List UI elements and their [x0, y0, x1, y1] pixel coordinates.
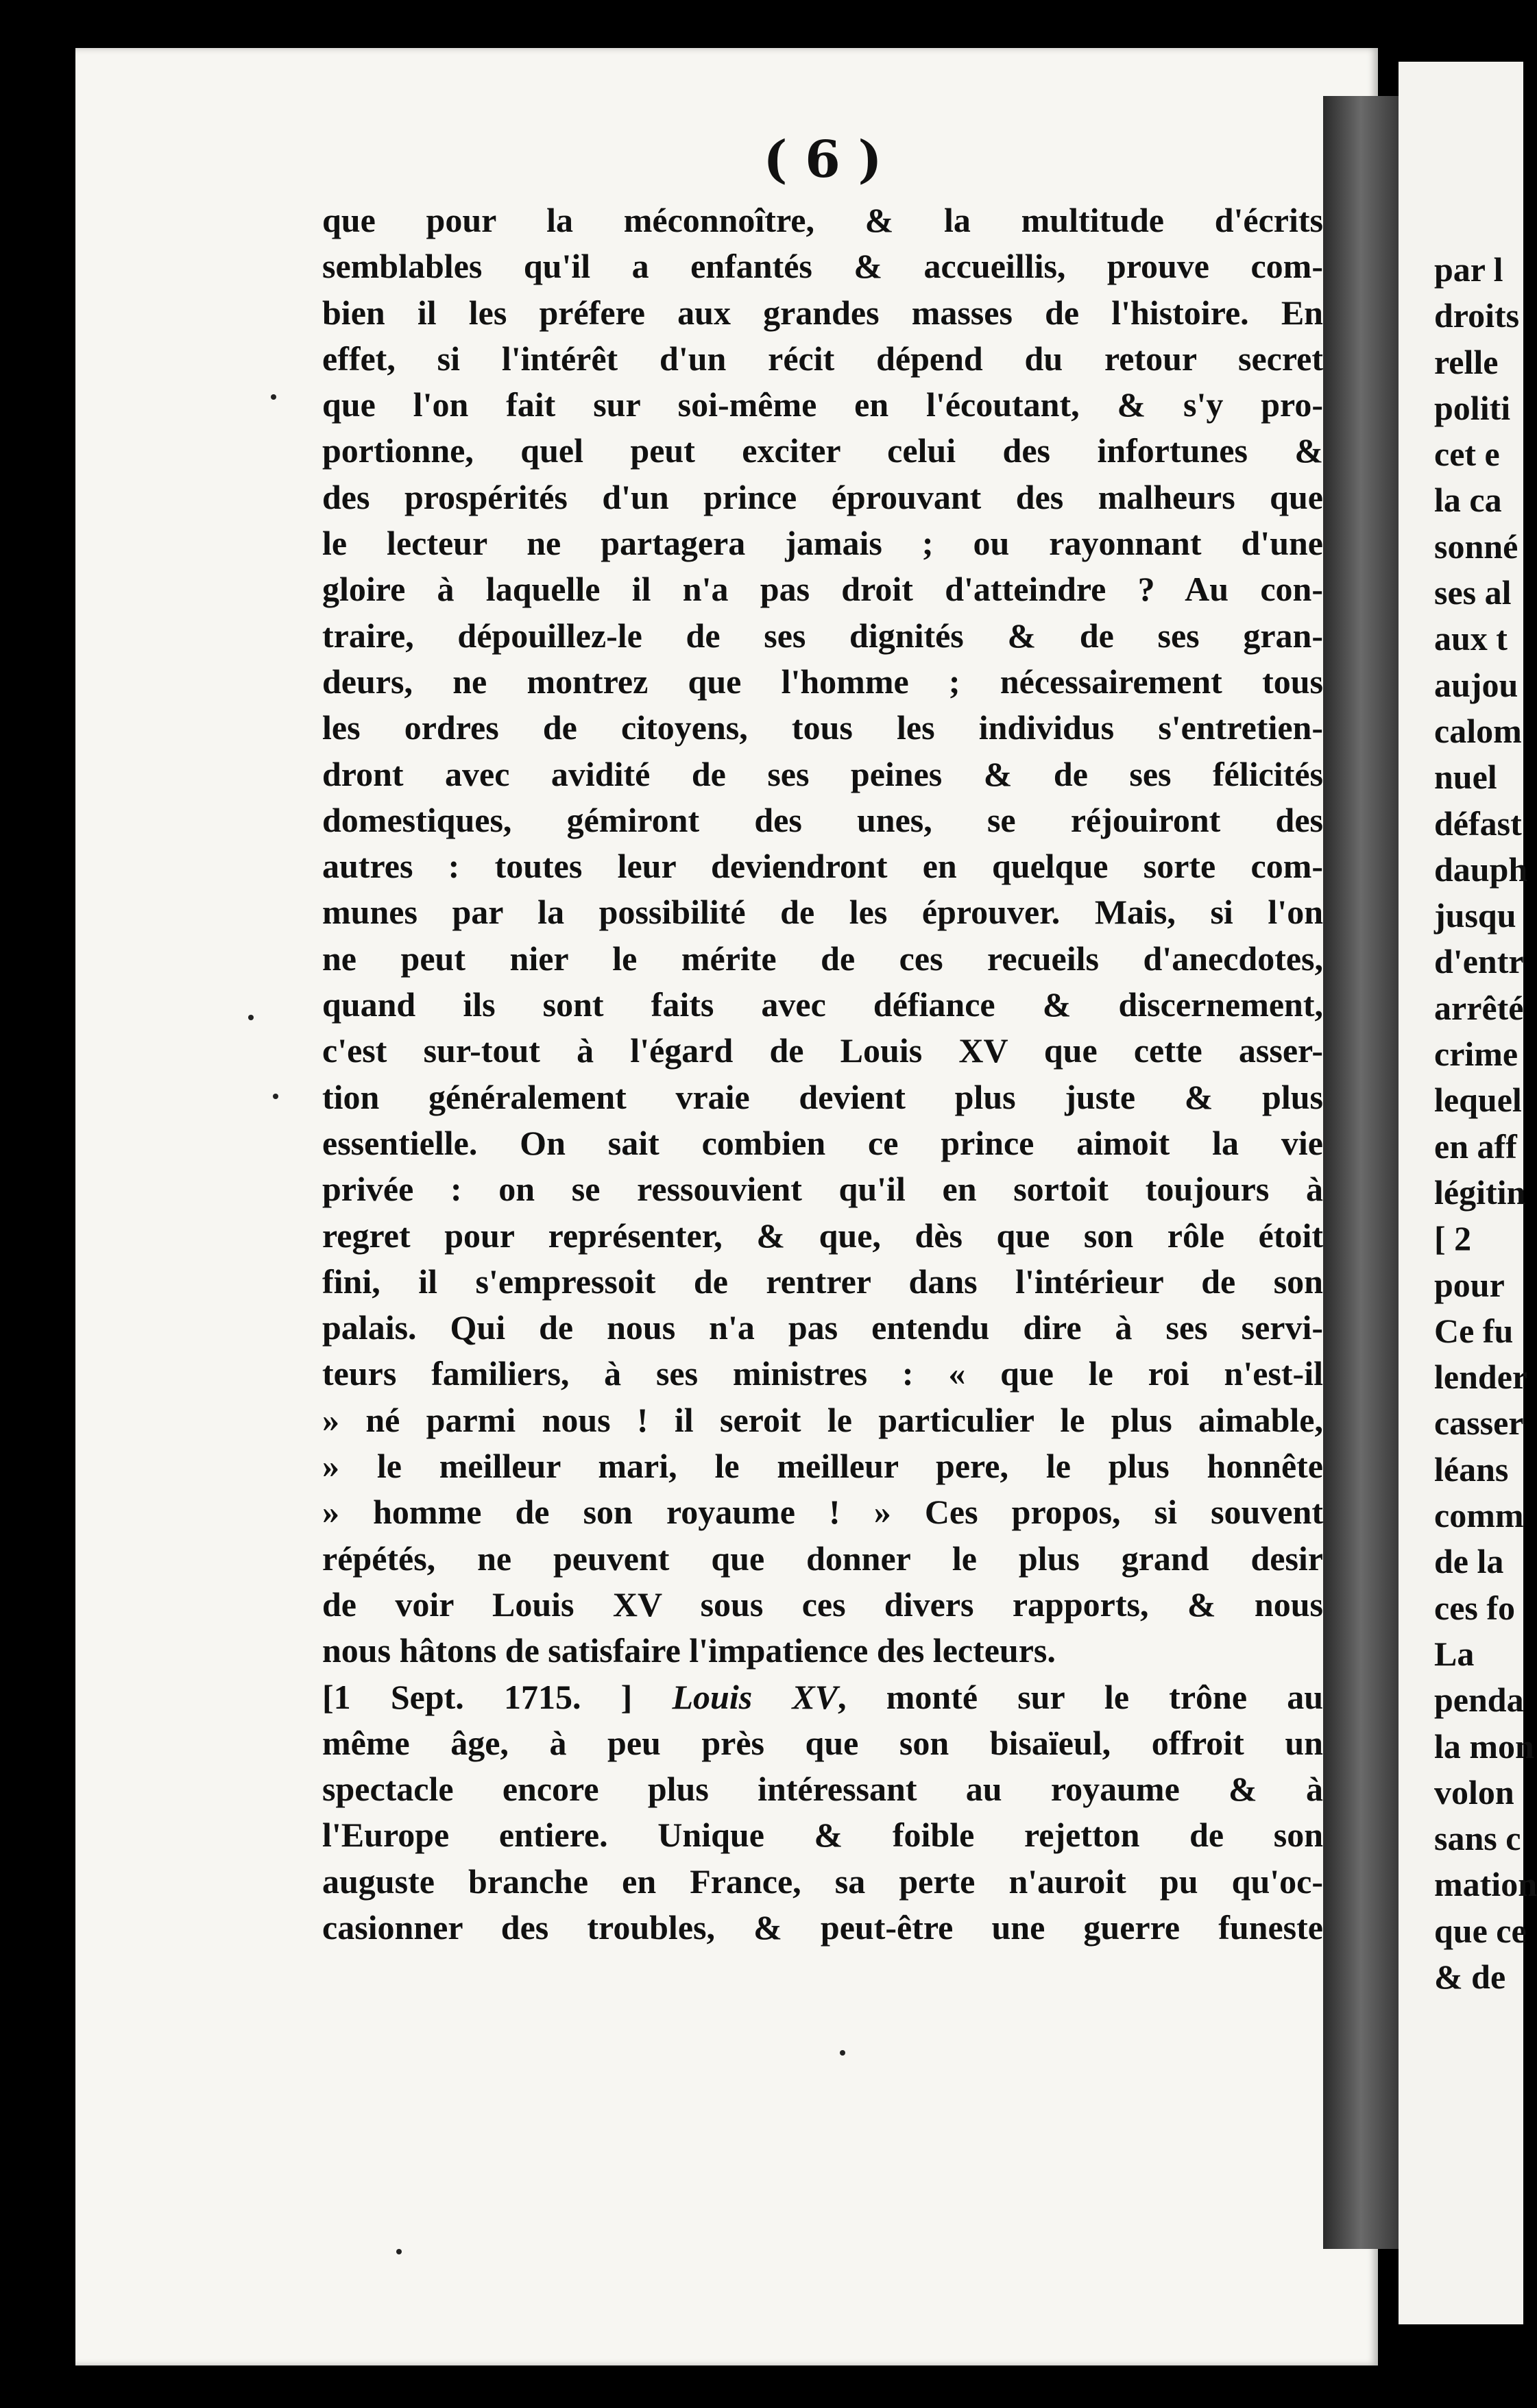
text-line: nous hâtons de satisfaire l'impatience des lecteurs.: [322, 1631, 1056, 1670]
text-line: teurs familiers, à ses ministres : « que le roi n'est-il: [322, 1354, 1323, 1393]
facing-line: sonné: [1434, 527, 1518, 566]
book-gutter: [1323, 96, 1399, 2249]
facing-line: arrêté: [1434, 988, 1524, 1027]
facing-line: mation: [1434, 1865, 1537, 1904]
text-line: des prospérités d'un prince éprouvant des malheurs que: [322, 477, 1323, 516]
text-line: que l'on fait sur soi-même en l'écoutant, & s'y pro-: [322, 385, 1323, 424]
facing-line: nuel: [1434, 758, 1497, 797]
text-line: dront avec avidité de ses peines & de ses félicités: [322, 754, 1323, 793]
facing-line: penda: [1434, 1681, 1524, 1720]
text-line: regret pour représenter, & que, dès que son rôle étoit: [322, 1216, 1323, 1255]
ink-speck: [840, 2050, 845, 2056]
text-line: portionne, quel peut exciter celui des infortunes &: [322, 431, 1323, 470]
page-number: ( 6 ): [763, 130, 882, 189]
facing-line: que ce: [1434, 1911, 1527, 1950]
text-line: domestiques, gémiront des unes, se réjouiront des: [322, 800, 1323, 839]
text-line: de voir Louis XV sous ces divers rapports, & nous: [322, 1585, 1323, 1624]
facing-line: La: [1434, 1634, 1475, 1673]
text-line: même âge, à peu près que son bisaïeul, offroit un: [322, 1723, 1323, 1762]
facing-line: pour: [1434, 1265, 1505, 1304]
facing-line: [ 2: [1434, 1219, 1472, 1258]
facing-page-text: [1434, 247, 1537, 2000]
text-line: essentielle. On sait combien ce prince aimoit la vie: [322, 1123, 1323, 1162]
entry-first-line: , monté sur le trône au: [838, 1677, 1324, 1716]
text-line: autres : toutes leur deviendront en quelque sorte com-: [322, 847, 1323, 886]
facing-line: défast: [1434, 804, 1522, 843]
facing-line: sans c: [1434, 1819, 1521, 1858]
facing-line: cet e: [1434, 435, 1500, 474]
facing-line: dauph: [1434, 850, 1528, 889]
facing-line: d'entr: [1434, 942, 1524, 981]
text-line: » homme de son royaume ! » Ces propos, si souvent: [322, 1493, 1323, 1532]
facing-line: droits: [1434, 296, 1520, 335]
facing-line: relle: [1434, 342, 1499, 381]
facing-line: & de: [1434, 1957, 1506, 1996]
facing-line: politi: [1434, 388, 1511, 427]
text-line: quand ils sont faits avec défiance & discernement,: [322, 985, 1323, 1024]
facing-line: la ca: [1434, 481, 1502, 520]
facing-line: légitin: [1434, 1172, 1526, 1212]
facing-line: ses al: [1434, 573, 1512, 612]
facing-line: la mon: [1434, 1726, 1534, 1766]
text-line: traire, dépouillez-le de ses dignités & de ses gran-: [322, 616, 1323, 655]
facing-line: comm: [1434, 1496, 1524, 1535]
ink-speck: [248, 1015, 254, 1020]
facing-line: par l: [1434, 250, 1503, 289]
text-line: gloire à laquelle il n'a pas droit d'atteindre ? Au con-: [322, 570, 1323, 609]
text-line: fini, il s'empressoit de rentrer dans l'intérieur de son: [322, 1262, 1323, 1301]
ink-speck: [271, 394, 276, 400]
facing-line: volon: [1434, 1772, 1514, 1811]
text-line: » né parmi nous ! il seroit le particulier le plus aimable,: [322, 1400, 1323, 1439]
facing-line: Ce fu: [1434, 1311, 1514, 1350]
facing-line: en aff: [1434, 1127, 1517, 1166]
text-line: c'est sur-tout à l'égard de Louis XV que cette asser-: [322, 1031, 1323, 1070]
entry-date: [1 Sept. 1715. ]: [322, 1677, 633, 1716]
text-line: ne peut nier le mérite de ces recueils d'anecdotes,: [322, 939, 1323, 978]
facing-line: crime: [1434, 1035, 1518, 1074]
text-line: le lecteur ne partagera jamais ; ou rayonnant d'une: [322, 524, 1323, 563]
entry-name: Louis XV: [672, 1677, 838, 1716]
text-line: spectacle encore plus intéressant au royaume & à: [322, 1770, 1323, 1809]
text-line: tion généralement vraie devient plus juste & plus: [322, 1077, 1323, 1116]
body-text: [322, 197, 1323, 1951]
text-line: » le meilleur mari, le meilleur pere, le plus honnête: [322, 1447, 1323, 1486]
text-line: l'Europe entiere. Unique & foible rejetton de son: [322, 1816, 1323, 1855]
facing-line: léans: [1434, 1449, 1509, 1489]
facing-line: ces fo: [1434, 1588, 1515, 1627]
facing-line: aux t: [1434, 619, 1508, 658]
facing-line: jusqu: [1434, 896, 1516, 935]
text-line: bien il les préfere aux grandes masses de l'histoire. En: [322, 293, 1323, 332]
facing-line: casser: [1434, 1404, 1524, 1443]
facing-line: aujou: [1434, 665, 1518, 704]
text-line: les ordres de citoyens, tous les individus s'entretien-: [322, 708, 1323, 747]
text-line: que pour la méconnoître, & la multitude d'écrits: [322, 201, 1323, 239]
facing-line: lequel: [1434, 1081, 1522, 1120]
text-line: répétés, ne peuvent que donner le plus grand desir: [322, 1539, 1323, 1578]
text-line: privée : on se ressouvient qu'il en sortoit toujours à: [322, 1170, 1323, 1209]
text-line: munes par la possibilité de les éprouver. Mais, si l'on: [322, 893, 1323, 932]
text-line: semblables qu'il a enfantés & accueillis, prouve com-: [322, 247, 1323, 286]
text-line: effet, si l'intérêt d'un récit dépend du retour secret: [322, 339, 1323, 378]
facing-line: de la: [1434, 1542, 1504, 1581]
text-line: deurs, ne montrez que l'homme ; nécessairement tous: [322, 662, 1323, 701]
facing-line: calom: [1434, 711, 1522, 750]
text-line: casionner des troubles, & peut-être une guerre funeste: [322, 1907, 1323, 1947]
facing-line: lender: [1434, 1358, 1528, 1397]
ink-speck: [273, 1094, 278, 1099]
entry-heading-line: [322, 1674, 1323, 1720]
text-line: auguste branche en France, sa perte n'auroit pu qu'oc-: [322, 1862, 1323, 1901]
text-line: palais. Qui de nous n'a pas entendu dire à ses servi-: [322, 1308, 1323, 1347]
ink-speck: [396, 2249, 402, 2254]
